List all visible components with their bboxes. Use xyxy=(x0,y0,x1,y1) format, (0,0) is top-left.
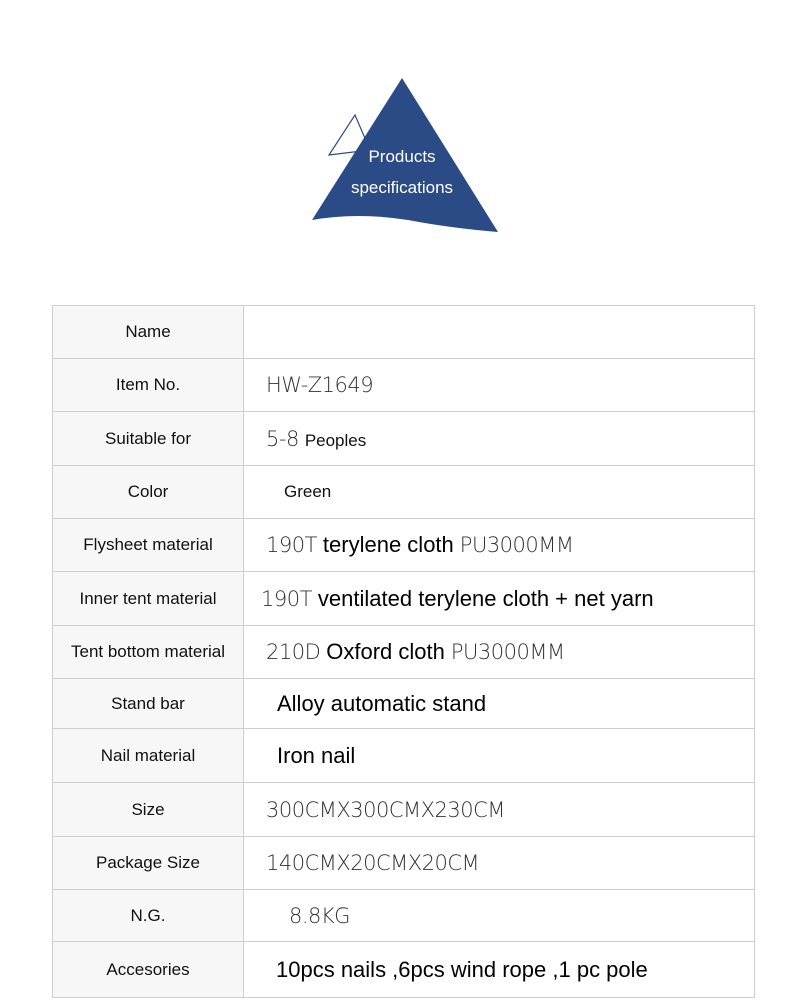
spec-value-part: 210D xyxy=(266,640,321,664)
spec-value-part: Alloy automatic stand xyxy=(277,690,487,716)
table-row xyxy=(53,783,755,837)
table-row xyxy=(53,679,755,729)
spec-label: Tent bottom material xyxy=(53,626,244,679)
table-row xyxy=(53,729,755,783)
spec-value-part: Oxford cloth xyxy=(326,639,445,664)
spec-value xyxy=(244,729,755,783)
spec-value-part: Green xyxy=(284,482,332,501)
table-row xyxy=(53,837,755,890)
spec-value xyxy=(244,359,755,412)
spec-value-part: terylene cloth xyxy=(322,532,454,557)
spec-label: Nail material xyxy=(53,729,244,783)
spec-value-part: 140CMX20CMX20CM xyxy=(266,851,480,875)
table-row xyxy=(53,942,755,998)
spec-label: Color xyxy=(53,466,244,519)
specifications-table-body xyxy=(53,306,755,998)
specifications-table xyxy=(52,305,755,998)
spec-value-part: 8.8KG xyxy=(289,903,350,928)
spec-value-part: ventilated terylene cloth + net yarn xyxy=(317,585,654,611)
spec-value xyxy=(244,942,755,998)
badge-title-line2: specifications xyxy=(350,178,454,197)
spec-value xyxy=(244,626,755,679)
spec-value xyxy=(244,572,755,626)
spec-label: Name xyxy=(53,306,244,359)
spec-value-part: Iron nail xyxy=(277,742,356,768)
table-row xyxy=(53,466,755,519)
table-row xyxy=(53,626,755,679)
spec-value-part: 190T xyxy=(261,586,312,611)
spec-value xyxy=(244,679,755,729)
spec-value-part: HW-Z1649 xyxy=(266,373,374,397)
spec-label: Flysheet material xyxy=(53,519,244,572)
spec-value xyxy=(244,412,755,466)
spec-value xyxy=(244,783,755,837)
spec-value-part: PU3000MM xyxy=(450,640,565,664)
spec-value xyxy=(244,890,755,942)
spec-label: Package Size xyxy=(53,837,244,890)
spec-value-part: PU3000MM xyxy=(459,533,574,557)
spec-label: Stand bar xyxy=(53,679,244,729)
spec-value xyxy=(244,306,755,359)
specifications-badge xyxy=(300,70,510,245)
spec-value xyxy=(244,837,755,890)
table-row xyxy=(53,306,755,359)
spec-value-part: 5-8 xyxy=(266,426,299,451)
table-row xyxy=(53,890,755,942)
spec-value-part: 300CMX300CMX230CM xyxy=(266,797,505,822)
spec-value-part: 10pcs nails ,6pcs wind rope ,1 pc pole xyxy=(276,956,648,982)
spec-value xyxy=(244,466,755,519)
spec-label: Inner tent material xyxy=(53,572,244,626)
table-row xyxy=(53,359,755,412)
spec-label: Suitable for xyxy=(53,412,244,466)
spec-label: Size xyxy=(53,783,244,837)
table-row xyxy=(53,519,755,572)
spec-label: Accesories xyxy=(53,942,244,998)
table-row xyxy=(53,572,755,626)
spec-label: Item No. xyxy=(53,359,244,412)
spec-value-part: Peoples xyxy=(304,430,367,450)
table-row xyxy=(53,412,755,466)
spec-value-part: 190T xyxy=(266,533,317,557)
spec-value xyxy=(244,519,755,572)
badge-title-line1: Products xyxy=(368,147,436,166)
spec-label: N.G. xyxy=(53,890,244,942)
